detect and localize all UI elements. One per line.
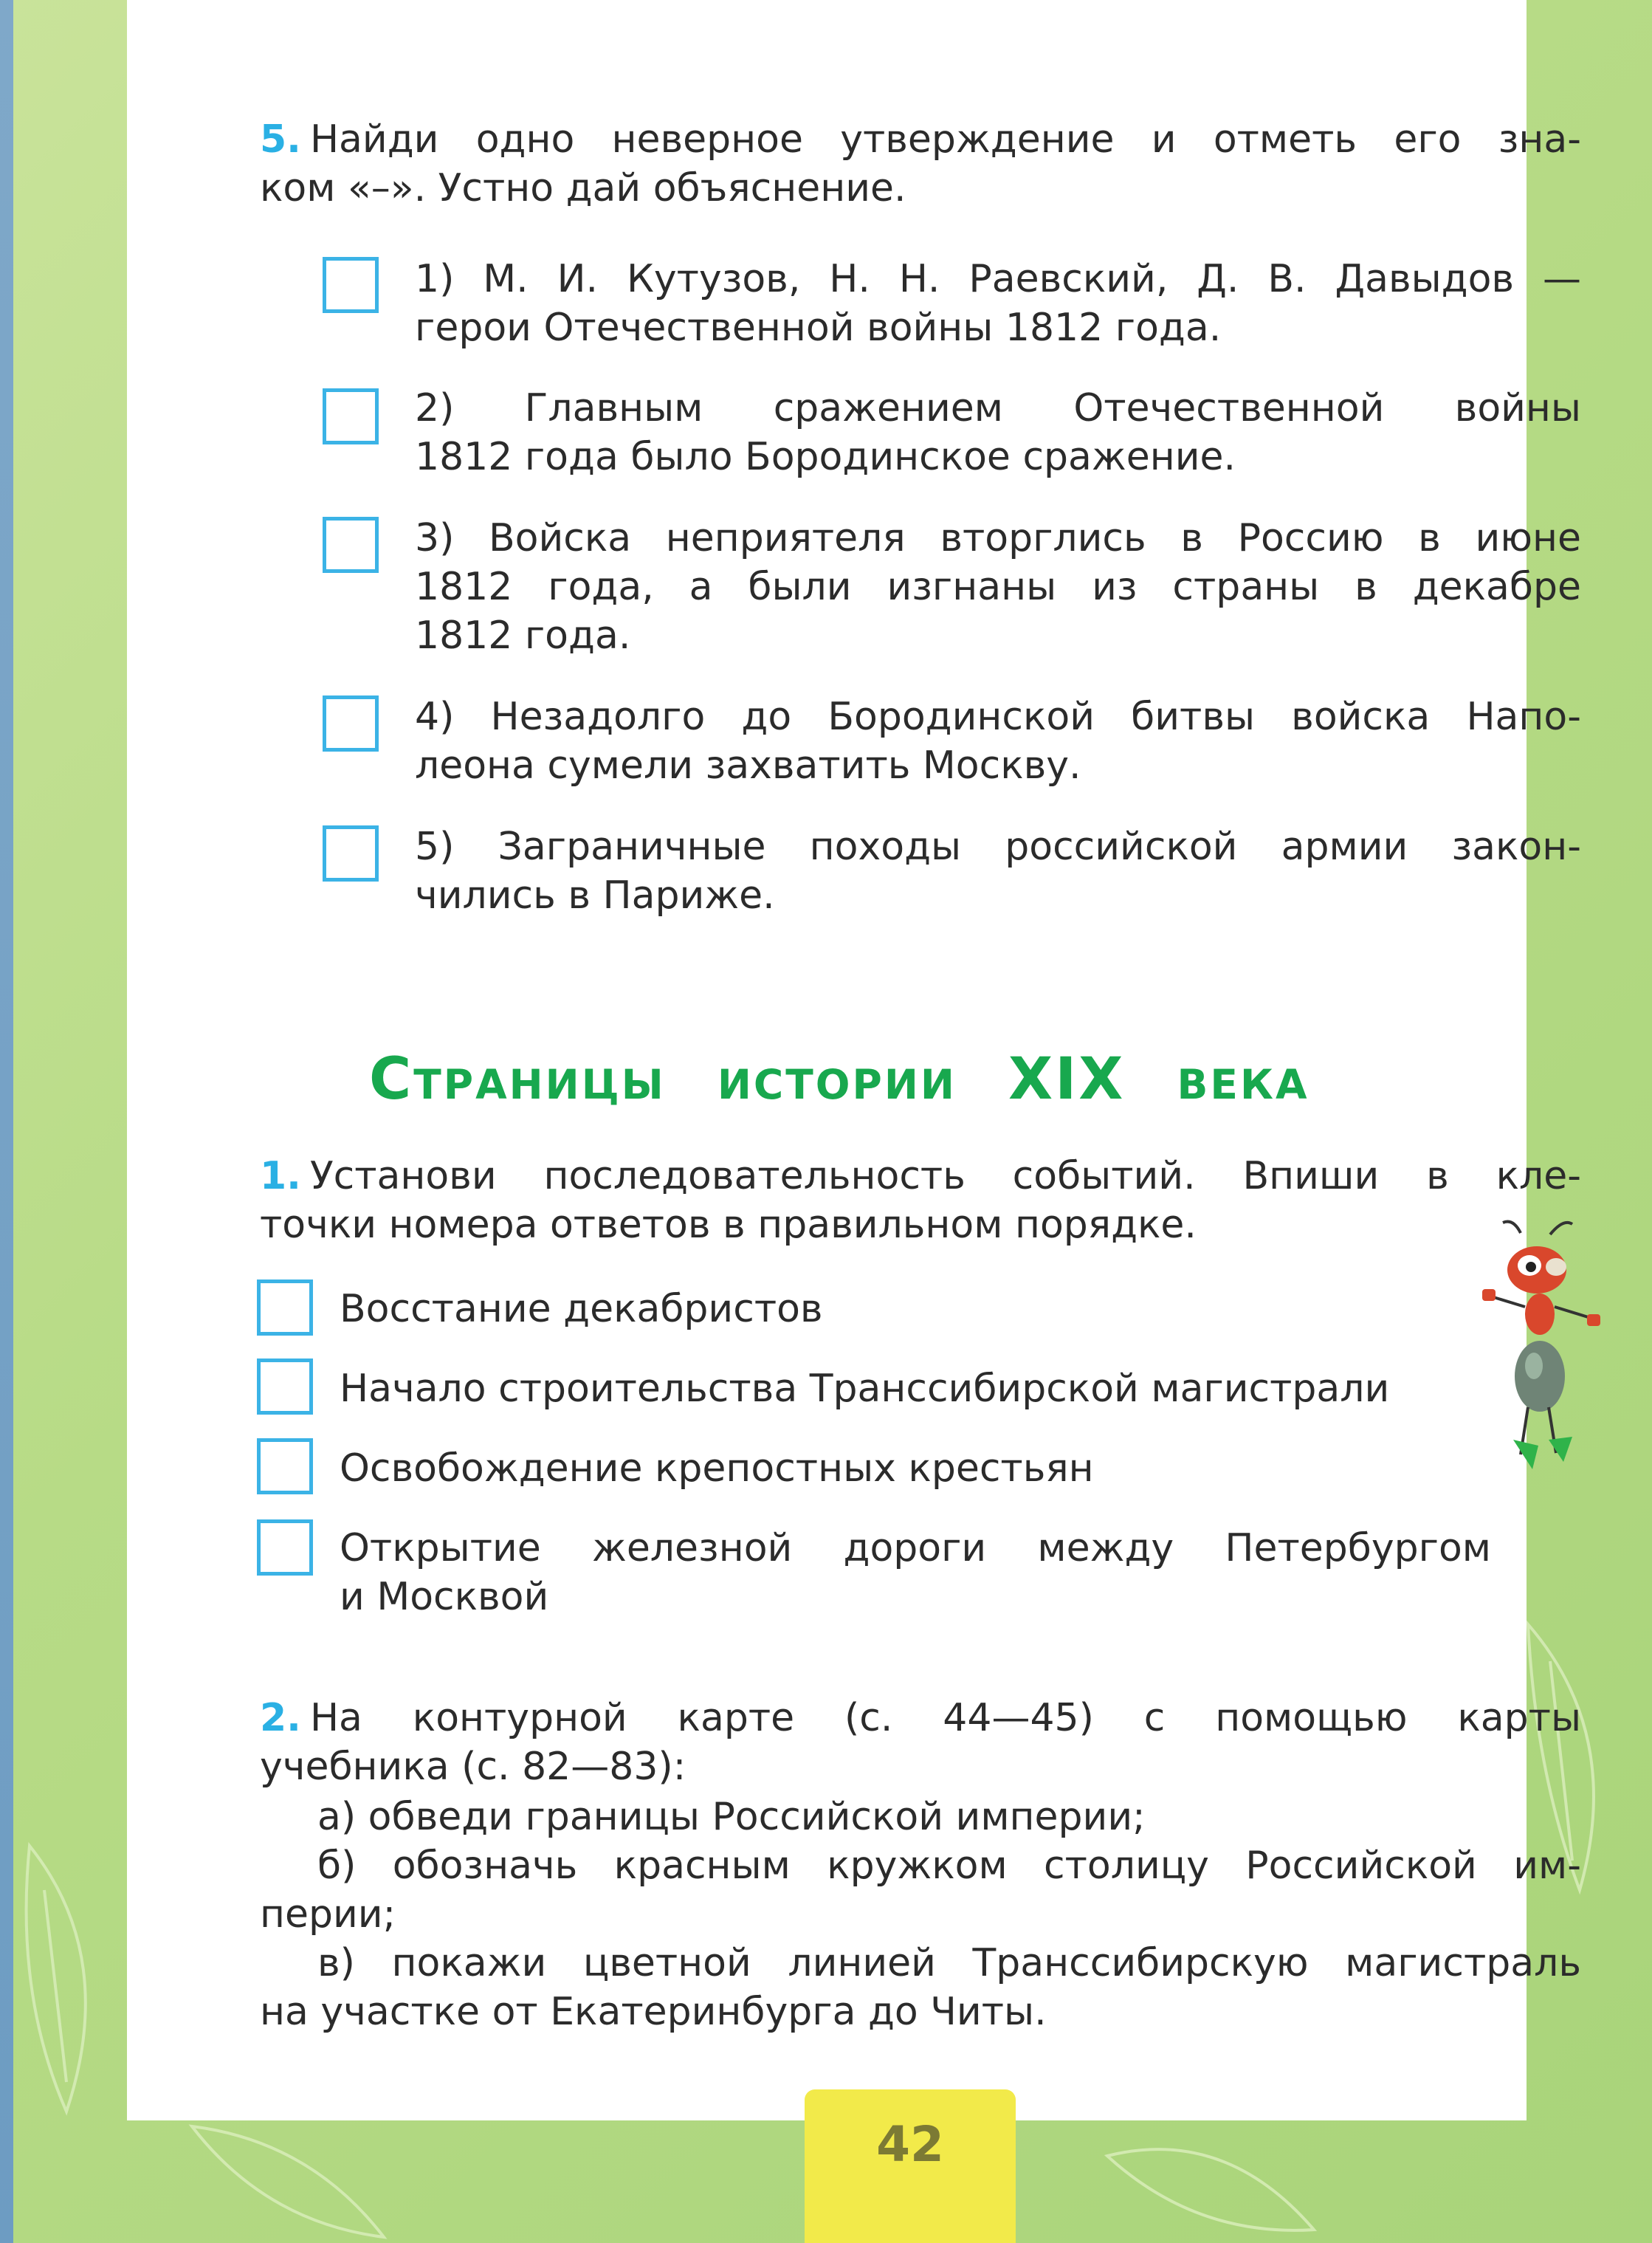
statement-5-checkbox[interactable] bbox=[323, 825, 379, 882]
statement-2-line2: 1812 года было Бородинское сражение. bbox=[415, 435, 1236, 479]
statement-2-line1: 2) Главным сражением Отечественной войны bbox=[415, 386, 1581, 430]
task2-heading-line2: учебника (с. 82—83): bbox=[260, 1745, 686, 1789]
sequence-item-3: Освобождение крепостных крестьян bbox=[340, 1446, 1094, 1491]
statement-1-line2: герои Отечественной войны 1812 года. bbox=[415, 306, 1222, 350]
statement-1-checkbox[interactable] bbox=[323, 257, 379, 313]
sequence-box-2[interactable] bbox=[257, 1358, 313, 1415]
task5-heading-text: Найди одно неверное утверждение и отметь его зна- bbox=[309, 117, 1581, 162]
task2-item-c-line1: в) покажи цветной линией Транссибирскую магистраль bbox=[317, 1941, 1581, 1985]
task1-number: 1. bbox=[260, 1154, 301, 1198]
sequence-box-3[interactable] bbox=[257, 1438, 313, 1494]
sequence-item-1: Восстание декабристов bbox=[340, 1287, 823, 1331]
statement-3-line3: 1812 года. bbox=[415, 614, 631, 658]
statement-5-line2: чились в Париже. bbox=[415, 873, 775, 918]
statement-5-line1: 5) Заграничные походы российской армии закон- bbox=[415, 825, 1581, 869]
sequence-box-1[interactable] bbox=[257, 1279, 313, 1336]
task2-heading-line1 bbox=[260, 1694, 1581, 1742]
statement-2-checkbox[interactable] bbox=[323, 388, 379, 444]
task2-item-c-line2: на участке от Екатеринбурга до Читы. bbox=[260, 1990, 1047, 2034]
task5-heading-line1 bbox=[260, 115, 1581, 164]
statement-1-line1: 1) М. И. Кутузов, Н. Н. Раевский, Д. В. Давыдов — bbox=[415, 257, 1581, 301]
statement-4-line2: леона сумели захватить Москву. bbox=[415, 743, 1081, 788]
statement-3-line2: 1812 года, а были изгнаны из страны в декабре bbox=[415, 565, 1581, 609]
sequence-item-2: Начало строительства Транссибирской магистрали bbox=[340, 1367, 1390, 1411]
statement-3-checkbox[interactable] bbox=[323, 517, 379, 573]
page-number: 42 bbox=[805, 2089, 1016, 2243]
task1-heading-text: Установи последовательность событий. Впиши в кле- bbox=[309, 1154, 1581, 1198]
statement-4-checkbox[interactable] bbox=[323, 695, 379, 752]
task2-item-a: а) обведи границы Российской империи; bbox=[317, 1795, 1146, 1839]
statement-4-line1: 4) Незадолго до Бородинской битвы войска Напо- bbox=[415, 695, 1581, 739]
task5-heading-line2: ком «–». Устно дай объяснение. bbox=[260, 166, 906, 210]
task2-item-b-line2: перии; bbox=[260, 1892, 396, 1937]
sequence-box-4[interactable] bbox=[257, 1519, 313, 1576]
ant-mascot-illustration bbox=[1469, 1218, 1617, 1484]
task2-item-b-line1: б) обозначь красным кружком столицу Российской им- bbox=[317, 1844, 1581, 1888]
task5-number: 5. bbox=[260, 117, 301, 162]
task1-heading-line1 bbox=[260, 1152, 1581, 1200]
task2-number: 2. bbox=[260, 1696, 301, 1740]
sequence-item-4-line2: и Москвой bbox=[340, 1575, 549, 1619]
task1-heading-line2: точки номера ответов в правильном порядке. bbox=[260, 1203, 1197, 1247]
statement-3-line1: 3) Войска неприятеля вторглись в Россию в июне bbox=[415, 516, 1581, 560]
section-title: Страницы истории XIX века bbox=[369, 1046, 1309, 1113]
sequence-item-4-line1: Открытие железной дороги между Петербургом bbox=[340, 1526, 1491, 1570]
task2-heading-text: На контурной карте (с. 44—45) с помощью карты bbox=[309, 1696, 1581, 1740]
